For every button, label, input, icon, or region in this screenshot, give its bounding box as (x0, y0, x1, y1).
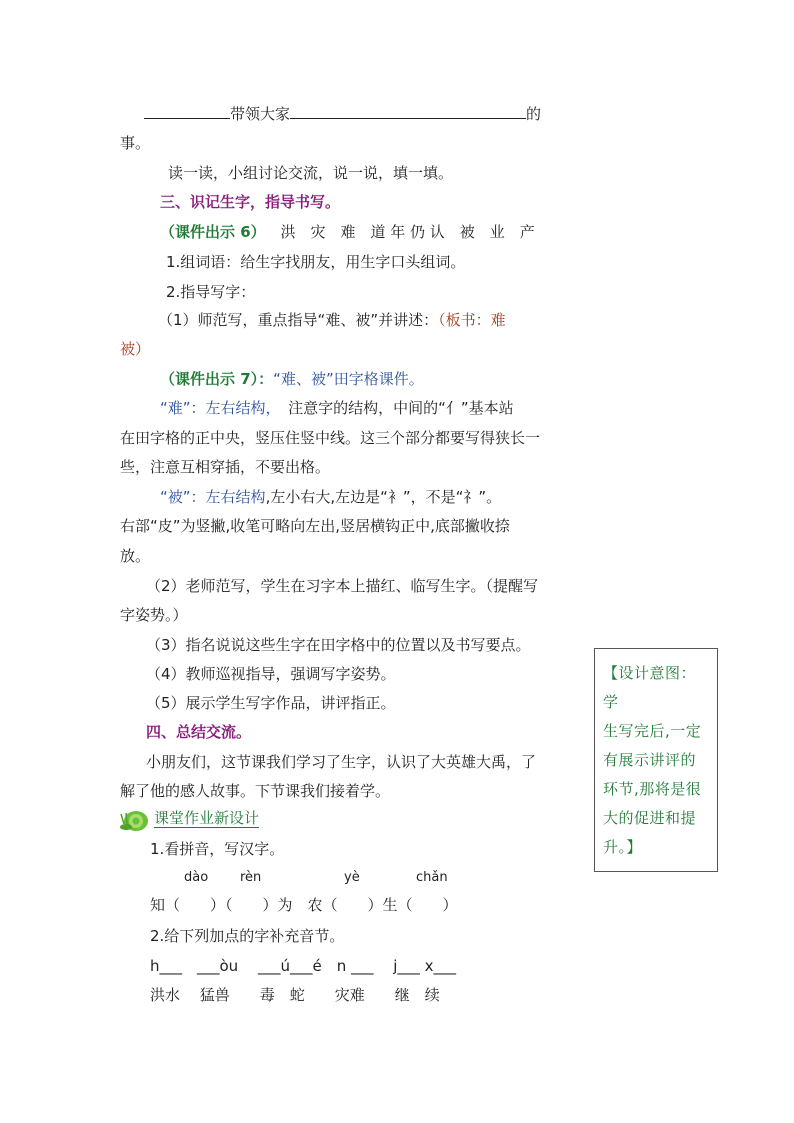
bei-text-1: ,左小右大,左边是“衤”，不是“礻”。 (265, 488, 502, 506)
snail-icon (120, 806, 150, 832)
line1-end: 的 (526, 105, 542, 123)
nan-explanation-2: 在田字格的正中央，竖压住竖中线。这三个部分都要写得狭长一 (120, 429, 541, 447)
bei-explanation-1 (160, 487, 501, 507)
sidebox-line: 大的促进和提 (603, 809, 697, 827)
section-3-heading: 三、识记生字，指导书写。 (160, 193, 341, 211)
pinyin-dao: dào (184, 870, 209, 885)
question-2: 2.给下列加点的字补充音节。 (150, 927, 345, 945)
sidebox-line: 有展示讲评的 (603, 751, 697, 769)
nan-explanation-3: 些，注意互相穿插，不要出格。 (120, 458, 331, 476)
homework-header (120, 804, 259, 832)
nan-text-1: 注意字的结构，中间的“亻”基本站 (273, 399, 514, 417)
courseware-6-label: （课件出示 6） (160, 223, 266, 241)
courseware-6-chars: 洪 灾 难 道 年 仍 认 被 业 产 (280, 223, 535, 241)
step-2-4: （4）教师巡视指导，强调写字姿势。 (146, 665, 396, 683)
step-2-3: （3）指名说说这些生字在田字格中的位置以及书写要点。 (146, 636, 531, 654)
blank-1 (144, 102, 230, 119)
design-intent-box (594, 648, 718, 872)
sidebox-line: 环节,那将是很 (603, 780, 702, 798)
sidebox-line: 生写完后,一定 (603, 722, 702, 740)
step-2-1-text: （1）师范写，重点指导“难、被”并讲述： (158, 311, 439, 329)
courseware-7-text: “难、被”田字格课件。 (273, 370, 424, 388)
courseware-7-label: （课件出示 7）： (160, 370, 274, 388)
step-1: 1.组词语：给生字找朋友，用生字口头组词。 (166, 253, 466, 271)
section-4-heading: 四、总结交流。 (146, 723, 252, 741)
blackboard-note-end: 被） (120, 340, 151, 358)
fill-in-line-1 (144, 102, 541, 124)
sidebox-line: 【设计意图：学 (603, 664, 697, 711)
question-2-syllables: h___ ___òu ___ú___é n ___ j___ x___ (150, 957, 457, 975)
blackboard-note: （板书：难 (438, 311, 506, 329)
question-1-line: 知（ ）（ ）为 农（ ）生（ ） (150, 896, 458, 914)
step-2-5: （5）展示学生写字作品，讲评指正。 (146, 694, 396, 712)
step-2-1 (158, 310, 506, 330)
nan-label: “难”： (160, 399, 206, 417)
blank-2 (290, 102, 526, 119)
bei-explanation-2: 右部“皮”为竖撇,收笔可略向左出,竖居横钩正中,底部撇收捺 (120, 517, 510, 535)
line-2: 事。 (120, 134, 151, 152)
homework-title: 课堂作业新设计 (154, 809, 260, 827)
bei-label: “被”： (160, 488, 206, 506)
nan-explanation-1 (160, 398, 514, 418)
line1-mid: 带领大家 (230, 105, 291, 123)
step-2-2b: 字姿势。） (120, 606, 188, 624)
courseware-6 (160, 222, 535, 242)
question-1: 1.看拼音，写汉字。 (150, 840, 285, 858)
pinyin-ye: yè (344, 870, 360, 885)
step-2-2a: （2）老师范写，学生在习字本上描红、临写生字。（提醒写 (146, 577, 539, 595)
step-2: 2.指导写字： (166, 283, 256, 301)
summary-2: 解了他的感人故事。下节课我们接着学。 (120, 782, 391, 800)
summary-1: 小朋友们，这节课我们学习了生字，认识了大英雄大禹，了 (146, 753, 537, 771)
bei-structure: 左右结构 (205, 488, 266, 506)
pinyin-chan: chǎn (416, 870, 448, 885)
bei-explanation-3: 放。 (120, 547, 151, 565)
courseware-7 (160, 369, 424, 389)
sidebox-line: 升。】 (603, 838, 643, 856)
nan-structure: 左右结构， (205, 399, 274, 417)
line-3: 读一读，小组讨论交流，说一说，填一填。 (168, 164, 454, 182)
pinyin-ren: rèn (240, 870, 262, 885)
question-2-words: 洪水 猛兽 毒 蛇 灾难 继 续 (150, 986, 440, 1004)
